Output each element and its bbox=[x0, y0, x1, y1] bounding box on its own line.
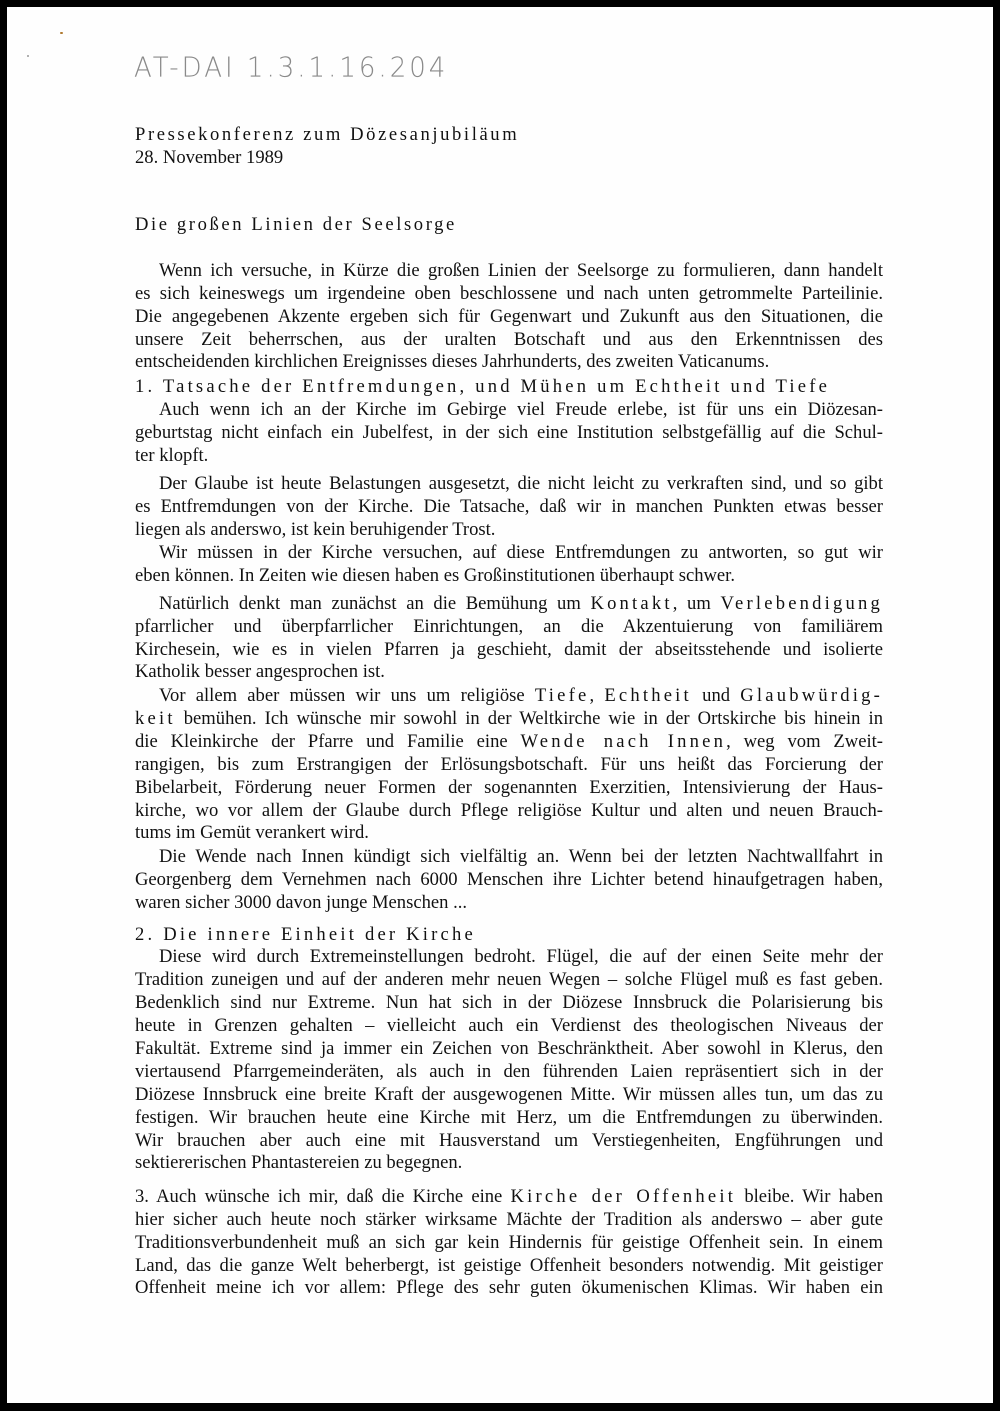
text-segment: Katholik besser angesprochen ist. bbox=[135, 661, 385, 682]
text-line bbox=[135, 969, 883, 991]
text-line bbox=[135, 1232, 883, 1254]
text-line bbox=[135, 846, 883, 868]
text-line bbox=[135, 1130, 883, 1152]
text-segment: liegen als anderswo, ist kein beruhigender Trost. bbox=[135, 519, 496, 540]
paper-speck bbox=[27, 55, 29, 57]
text-line bbox=[135, 1107, 883, 1129]
text-segment: Bedenklich sind nur Extreme. Nun hat sich in der Diözese Innsbruck die Polarisierung bis bbox=[135, 992, 883, 1013]
text-segment: rangigen, bis zum Erstrangigen der Erlösungsbotschaft. Für uns heißt das Forcierung der bbox=[135, 754, 883, 775]
text-segment: bemühen. Ich wünsche mir sowohl in der Weltkirche wie in der Ortskirche bis hinein in bbox=[175, 708, 883, 729]
text-line bbox=[135, 708, 883, 730]
text-line bbox=[135, 496, 883, 518]
text-line bbox=[135, 351, 883, 373]
archive-signature: AT-DAI 1.3.1.16.204 bbox=[134, 52, 449, 84]
emphasized-text: 1. Tatsache der Entfremdungen, und Mühen um Echtheit und Tiefe bbox=[135, 376, 831, 397]
text-line bbox=[135, 754, 883, 776]
section-heading bbox=[135, 376, 883, 398]
text-line bbox=[135, 1255, 883, 1277]
press-conference-date: 28. November 1989 bbox=[135, 147, 284, 168]
text-segment: Bibelarbeit, Förderung neuer Formen der sogenannten Exerzitien, Intensivierung der Haus- bbox=[135, 777, 883, 798]
text-segment: es Entfremdungen von der Kirche. Die Tatsache, daß wir in manchen Punkten etwas besser bbox=[135, 496, 883, 517]
emphasized-text: Verlebendigung bbox=[720, 593, 883, 614]
text-segment: ter klopft. bbox=[135, 445, 209, 466]
text-line bbox=[135, 519, 883, 541]
text-line bbox=[135, 616, 883, 638]
text-segment: es sich keineswegs um irgendeine oben beschlossene und nach unten getrommelte Parteilinie. bbox=[135, 283, 883, 304]
text-line bbox=[135, 542, 883, 564]
document-page bbox=[7, 7, 993, 1403]
text-segment: , weg vom Zweit- bbox=[726, 731, 883, 752]
text-segment: festigen. Wir brauchen heute eine Kirche mit Herz, um die Entfremdungen zu überwinden. bbox=[135, 1107, 883, 1128]
text-line bbox=[135, 777, 883, 799]
text-segment: , um bbox=[672, 593, 721, 614]
text-segment: bleibe. Wir haben bbox=[736, 1186, 883, 1207]
text-segment: , bbox=[589, 685, 605, 706]
text-segment: Auch wenn ich an der Kirche im Gebirge viel Freude erlebe, ist für uns ein Diözesan- bbox=[159, 399, 883, 420]
text-line bbox=[135, 1015, 883, 1037]
text-line bbox=[135, 892, 883, 914]
text-line bbox=[135, 283, 883, 305]
text-segment: Kirchesein, wie es in vielen Pfarren ja geschieht, damit der abseitsstehende und isolierte bbox=[135, 639, 883, 660]
text-line bbox=[135, 869, 883, 891]
emphasized-text: Kontakt bbox=[590, 593, 673, 614]
text-line bbox=[135, 1277, 883, 1299]
text-segment: pfarrlicher und überpfarrlicher Einrichtungen, an die Akzentuierung von familiärem bbox=[135, 616, 883, 637]
text-segment: Fakultät. Extreme sind ja immer ein Zeichen von Beschränktheit. Aber sowohl in Klerus, den bbox=[135, 1038, 883, 1059]
emphasized-text: Tiefe bbox=[534, 685, 590, 706]
text-line bbox=[135, 1186, 883, 1208]
text-line bbox=[135, 685, 883, 707]
text-segment: sektiererischen Phantastereien zu begegnen. bbox=[135, 1152, 463, 1173]
paper-speck bbox=[60, 32, 63, 34]
text-segment: Georgenberg dem Vernehmen nach 6000 Menschen ihre Lichter betend hinaufgetragen haben, bbox=[135, 869, 883, 890]
press-conference-title: Pressekonferenz zum Dözesanjubiläum bbox=[135, 124, 520, 145]
text-line bbox=[135, 1084, 883, 1106]
text-segment: geburtstag nicht einfach ein Jubelfest, in der sich eine Institution selbstgefällig auf die Schul- bbox=[135, 422, 883, 443]
text-segment: Die Wende nach Innen kündigt sich vielfältig an. Wenn bei der letzten Nachtwallfahrt in bbox=[159, 846, 883, 867]
text-segment: 3. Auch wünsche ich mir, daß die Kirche eine bbox=[135, 1186, 511, 1207]
text-segment: Wir müssen in der Kirche versuchen, auf diese Entfremdungen zu antworten, so gut wir bbox=[159, 542, 883, 563]
text-segment: Land, das die ganze Welt beherbergt, ist geistige Offenheit besonders notwendig. Mit geistiger bbox=[135, 1255, 883, 1276]
text-line bbox=[135, 422, 883, 444]
text-segment: Die angegebenen Akzente ergeben sich für Gegenwart und Zukunft aus den Situationen, die bbox=[135, 306, 883, 327]
text-segment: Der Glaube ist heute Belastungen ausgesetzt, die nicht leicht zu verkraften sind, und so gibt bbox=[159, 473, 883, 494]
text-line bbox=[135, 731, 883, 753]
text-line bbox=[135, 473, 883, 495]
text-segment: unsere Zeit beherrschen, aus der uralten Botschaft und aus den Erkenntnissen des bbox=[135, 329, 883, 350]
emphasized-text: Kirche der Offenheit bbox=[510, 1186, 737, 1207]
text-line bbox=[135, 445, 883, 467]
text-segment: Tradition zuneigen und auf der anderen mehr neuen Wegen – solche Flügel muß es fast geben. bbox=[135, 969, 883, 990]
document-heading: Die großen Linien der Seelsorge bbox=[135, 214, 457, 235]
text-line bbox=[135, 565, 883, 587]
emphasized-text: keit bbox=[135, 708, 176, 729]
text-segment: Offenheit meine ich vor allem: Pflege des sehr guten ökumenischen Klimas. Wir haben ein bbox=[135, 1277, 883, 1298]
text-segment: und bbox=[691, 685, 741, 706]
text-line bbox=[135, 639, 883, 661]
text-segment: hier sicher auch heute noch stärker wirksame Mächte der Tradition als anderswo – aber gute bbox=[135, 1209, 883, 1230]
text-line bbox=[135, 1152, 883, 1174]
text-segment: eben können. In Zeiten wie diesen haben es Großinstitutionen überhaupt schwer. bbox=[135, 565, 735, 586]
text-segment: waren sicher 3000 davon junge Menschen ... bbox=[135, 892, 468, 913]
text-segment: heute in Grenzen gehalten – vielleicht auch ein Verdienst des theologischen Niveaus der bbox=[135, 1015, 883, 1036]
emphasized-text: Echtheit bbox=[604, 685, 692, 706]
text-segment: Diözese Innsbruck eine breite Kraft der ausgewogenen Mitte. Wir müssen alles tun, um das zu bbox=[135, 1084, 883, 1105]
text-segment: Diese wird durch Extremeinstellungen bedroht. Flügel, die auf der einen Seite mehr der bbox=[159, 946, 883, 967]
text-line bbox=[135, 661, 883, 683]
text-segment: viertausend Pfarrgemeinderäten, als auch in den führenden Laien repräsentiert sich in der bbox=[135, 1061, 883, 1082]
emphasized-text: 2. Die innere Einheit der Kirche bbox=[135, 924, 476, 945]
text-line bbox=[135, 1209, 883, 1231]
text-segment: Wenn ich versuche, in Kürze die großen Linien der Seelsorge zu formulieren, dann handelt bbox=[159, 260, 883, 281]
text-segment: Wir brauchen aber auch eine mit Hausverstand um Verstiegenheiten, Engführungen und bbox=[135, 1130, 883, 1151]
text-segment: tums im Gemüt verankert wird. bbox=[135, 822, 369, 843]
section-heading bbox=[135, 924, 883, 946]
text-line bbox=[135, 593, 883, 615]
text-segment: entscheidenden kirchlichen Ereignisses dieses Jahrhunderts, des zweiten Vaticanums. bbox=[135, 351, 770, 372]
text-line bbox=[135, 1038, 883, 1060]
emphasized-text: Wende nach Innen bbox=[520, 731, 727, 752]
text-segment: kirche, wo vor allem der Glaube durch Pflege religiöse Kultur und alten und neuen Brauch- bbox=[135, 800, 883, 821]
text-line bbox=[135, 992, 883, 1014]
text-segment: Traditionsverbundenheit muß an sich gar kein Hindernis für geistige Offenheit sein. In einem bbox=[135, 1232, 883, 1253]
text-segment: Vor allem aber müssen wir uns um religiöse bbox=[159, 685, 535, 706]
text-line bbox=[135, 329, 883, 351]
text-line bbox=[135, 399, 883, 421]
text-line bbox=[135, 822, 883, 844]
text-line bbox=[135, 946, 883, 968]
text-line bbox=[135, 306, 883, 328]
text-line bbox=[135, 1061, 883, 1083]
text-segment: Natürlich denkt man zunächst an die Bemühung um bbox=[159, 593, 591, 614]
text-line bbox=[135, 800, 883, 822]
text-line bbox=[135, 260, 883, 282]
text-segment: die Kleinkirche der Pfarre und Familie eine bbox=[135, 731, 521, 752]
emphasized-text: Glaubwürdig- bbox=[740, 685, 884, 706]
